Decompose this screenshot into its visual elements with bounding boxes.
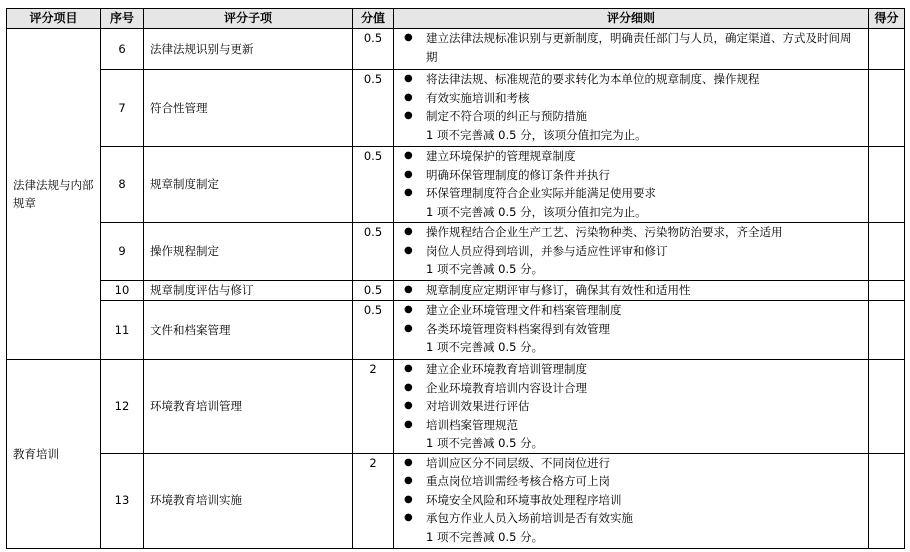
- header-score: 分值: [353, 9, 394, 29]
- deduction-note: 1 项不完善减 0.5 分。: [426, 340, 544, 354]
- row-number: 10: [101, 281, 144, 301]
- bullet-text: 企业环境教育培训内容设计合理: [426, 380, 587, 395]
- detail-bullet: [404, 379, 860, 398]
- bullet-text: 操作规程结合企业生产工艺、污染物种类、污染物防治要求，齐全适用: [426, 225, 783, 239]
- bullet-icon: ●: [404, 418, 413, 430]
- bullet-text: 培训应区分不同层级、不同岗位进行: [426, 455, 610, 470]
- detail-bullet: [404, 397, 860, 416]
- table-row: [7, 301, 905, 360]
- bullet-text: 建立企业环境管理文件和档案管理制度: [426, 303, 622, 317]
- bullet-text: 各类环境管理资料档案得到有效管理: [426, 321, 610, 336]
- table-row: [7, 281, 905, 301]
- table-body: [7, 29, 905, 549]
- header-row: [7, 9, 905, 29]
- bullet-icon: ●: [404, 244, 413, 256]
- deduction-note: 1 项不完善减 0.5 分。: [426, 436, 544, 450]
- subitem-cell: 符合性管理: [144, 70, 353, 147]
- bullet-text: 将法律法规、标准规范的要求转化为本单位的规章制度、操作规程: [426, 72, 760, 86]
- table-row: [7, 29, 905, 70]
- bullet-text: 重点岗位培训需经考核合格方可上岗: [426, 474, 610, 488]
- bullet-icon: ●: [404, 226, 413, 237]
- score-cell: 0.5: [353, 29, 394, 70]
- table-row: [7, 70, 905, 147]
- score-obtained-cell[interactable]: [869, 360, 905, 454]
- detail-cell: [394, 70, 869, 147]
- deduction-note: 1 项不完善减 0.5 分，该项分值扣完为止。: [426, 204, 647, 219]
- bullet-text: 制定不符合项的纠正与预防措施: [426, 109, 587, 123]
- score-obtained-cell[interactable]: [869, 281, 905, 301]
- header-no: 序号: [101, 9, 144, 29]
- bullet-text: 建立企业环境教育培训管理制度: [426, 362, 587, 376]
- detail-bullet: [404, 472, 860, 491]
- bullet-icon: ●: [404, 110, 413, 121]
- subitem-cell: 规章制度制定: [144, 147, 353, 223]
- detail-cell: [394, 453, 869, 548]
- detail-bullet: [404, 147, 860, 166]
- detail-bullet: [404, 166, 860, 185]
- row-number: 9: [101, 223, 144, 281]
- bullet-icon: ●: [404, 322, 413, 334]
- bullet-icon: ●: [404, 363, 413, 374]
- table-row: [7, 223, 905, 281]
- row-number: 8: [101, 147, 144, 223]
- score-cell: 0.5: [353, 223, 394, 281]
- subitem-cell: 环境教育培训管理: [144, 360, 353, 454]
- scoring-table: [6, 8, 905, 549]
- deduction-note: 1 项不完善减 0.5 分，该项分值扣完为止。: [426, 127, 647, 142]
- detail-bullet: [404, 509, 860, 528]
- category-cell: 教育培训: [7, 360, 101, 549]
- header-got: 得分: [869, 9, 905, 29]
- detail-bullet: [404, 29, 860, 66]
- detail-cell: [394, 360, 869, 454]
- row-number: 11: [101, 301, 144, 360]
- subitem-cell: 规章制度评估与修订: [144, 281, 353, 301]
- score-cell: 0.5: [353, 147, 394, 223]
- table-row: [7, 453, 905, 548]
- subitem-cell: 操作规程制定: [144, 223, 353, 281]
- bullet-icon: ●: [404, 381, 413, 393]
- bullet-icon: ●: [404, 304, 413, 315]
- bullet-text: 明确环保管理制度的修订条件并执行: [426, 167, 610, 182]
- table-row: [7, 360, 905, 454]
- detail-bullet: [404, 320, 860, 339]
- subitem-cell: 法律法规识别与更新: [144, 29, 353, 70]
- detail-cell: [394, 147, 869, 223]
- table-row: [7, 147, 905, 223]
- bullet-icon: ●: [404, 187, 413, 198]
- bullet-icon: ●: [404, 475, 413, 486]
- score-obtained-cell[interactable]: [869, 453, 905, 548]
- detail-bullet: [404, 223, 860, 242]
- bullet-text: 环境安全风险和环境事故处理程序培训: [426, 492, 622, 507]
- row-number: 7: [101, 70, 144, 147]
- bullet-icon: ●: [404, 73, 413, 84]
- subitem-cell: 环境教育培训实施: [144, 453, 353, 548]
- category-cell: 法律法规与内部规章: [7, 29, 101, 360]
- detail-bullet: [404, 360, 860, 379]
- bullet-text: 建立法律法规标准识别与更新制度，明确责任部门与人员，确定渠道、方式及时间周期: [426, 31, 852, 64]
- detail-bullet: [404, 491, 860, 510]
- header-subitem: 评分子项: [144, 9, 353, 29]
- bullet-icon: ●: [404, 168, 413, 180]
- subitem-cell: 文件和档案管理: [144, 301, 353, 360]
- score-cell: 2: [353, 360, 394, 454]
- score-obtained-cell[interactable]: [869, 70, 905, 147]
- bullet-icon: ●: [404, 284, 413, 295]
- score-obtained-cell[interactable]: [869, 29, 905, 70]
- row-number: 13: [101, 453, 144, 548]
- detail-bullet: [404, 301, 860, 320]
- detail-bullet: [404, 242, 860, 261]
- score-cell: 2: [353, 453, 394, 548]
- bullet-icon: ●: [404, 512, 413, 523]
- detail-bullet: [404, 416, 860, 435]
- detail-cell: [394, 281, 869, 301]
- score-cell: 0.5: [353, 301, 394, 360]
- detail-bullet: [404, 281, 860, 300]
- bullet-text: 对培训效果进行评估: [426, 399, 530, 413]
- score-cell: 0.5: [353, 281, 394, 301]
- detail-bullet: [404, 454, 860, 473]
- bullet-text: 有效实施培训和考核: [426, 90, 530, 105]
- score-obtained-cell[interactable]: [869, 147, 905, 223]
- score-obtained-cell[interactable]: [869, 223, 905, 281]
- row-number: 12: [101, 360, 144, 454]
- bullet-icon: ●: [404, 150, 413, 161]
- header-category: 评分项目: [7, 9, 101, 29]
- deduction-note: 1 项不完善减 0.5 分。: [426, 529, 544, 544]
- row-number: 6: [101, 29, 144, 70]
- header-detail: 评分细则: [394, 9, 869, 29]
- bullet-icon: ●: [404, 32, 413, 43]
- detail-bullet: [404, 184, 860, 203]
- bullet-icon: ●: [404, 91, 413, 103]
- detail-bullet: [404, 70, 860, 89]
- detail-cell: [394, 29, 869, 70]
- bullet-text: 培训档案管理规范: [426, 417, 518, 432]
- bullet-text: 岗位人员应得到培训，并参与适应性评审和修订: [426, 243, 668, 258]
- bullet-text: 建立环境保护的管理规章制度: [426, 149, 576, 163]
- detail-cell: [394, 301, 869, 360]
- score-obtained-cell[interactable]: [869, 301, 905, 360]
- bullet-text: 环保管理制度符合企业实际并能满足使用要求: [426, 186, 656, 200]
- bullet-icon: ●: [404, 456, 413, 468]
- bullet-icon: ●: [404, 400, 413, 411]
- detail-bullet: [404, 89, 860, 108]
- bullet-icon: ●: [404, 493, 413, 505]
- detail-cell: [394, 223, 869, 281]
- bullet-text: 承包方作业人员入场前培训是否有效实施: [426, 511, 633, 525]
- deduction-note: 1 项不完善减 0.5 分。: [426, 262, 544, 276]
- score-cell: 0.5: [353, 70, 394, 147]
- bullet-text: 规章制度应定期评审与修订，确保其有效性和适用性: [426, 283, 691, 297]
- detail-bullet: [404, 107, 860, 126]
